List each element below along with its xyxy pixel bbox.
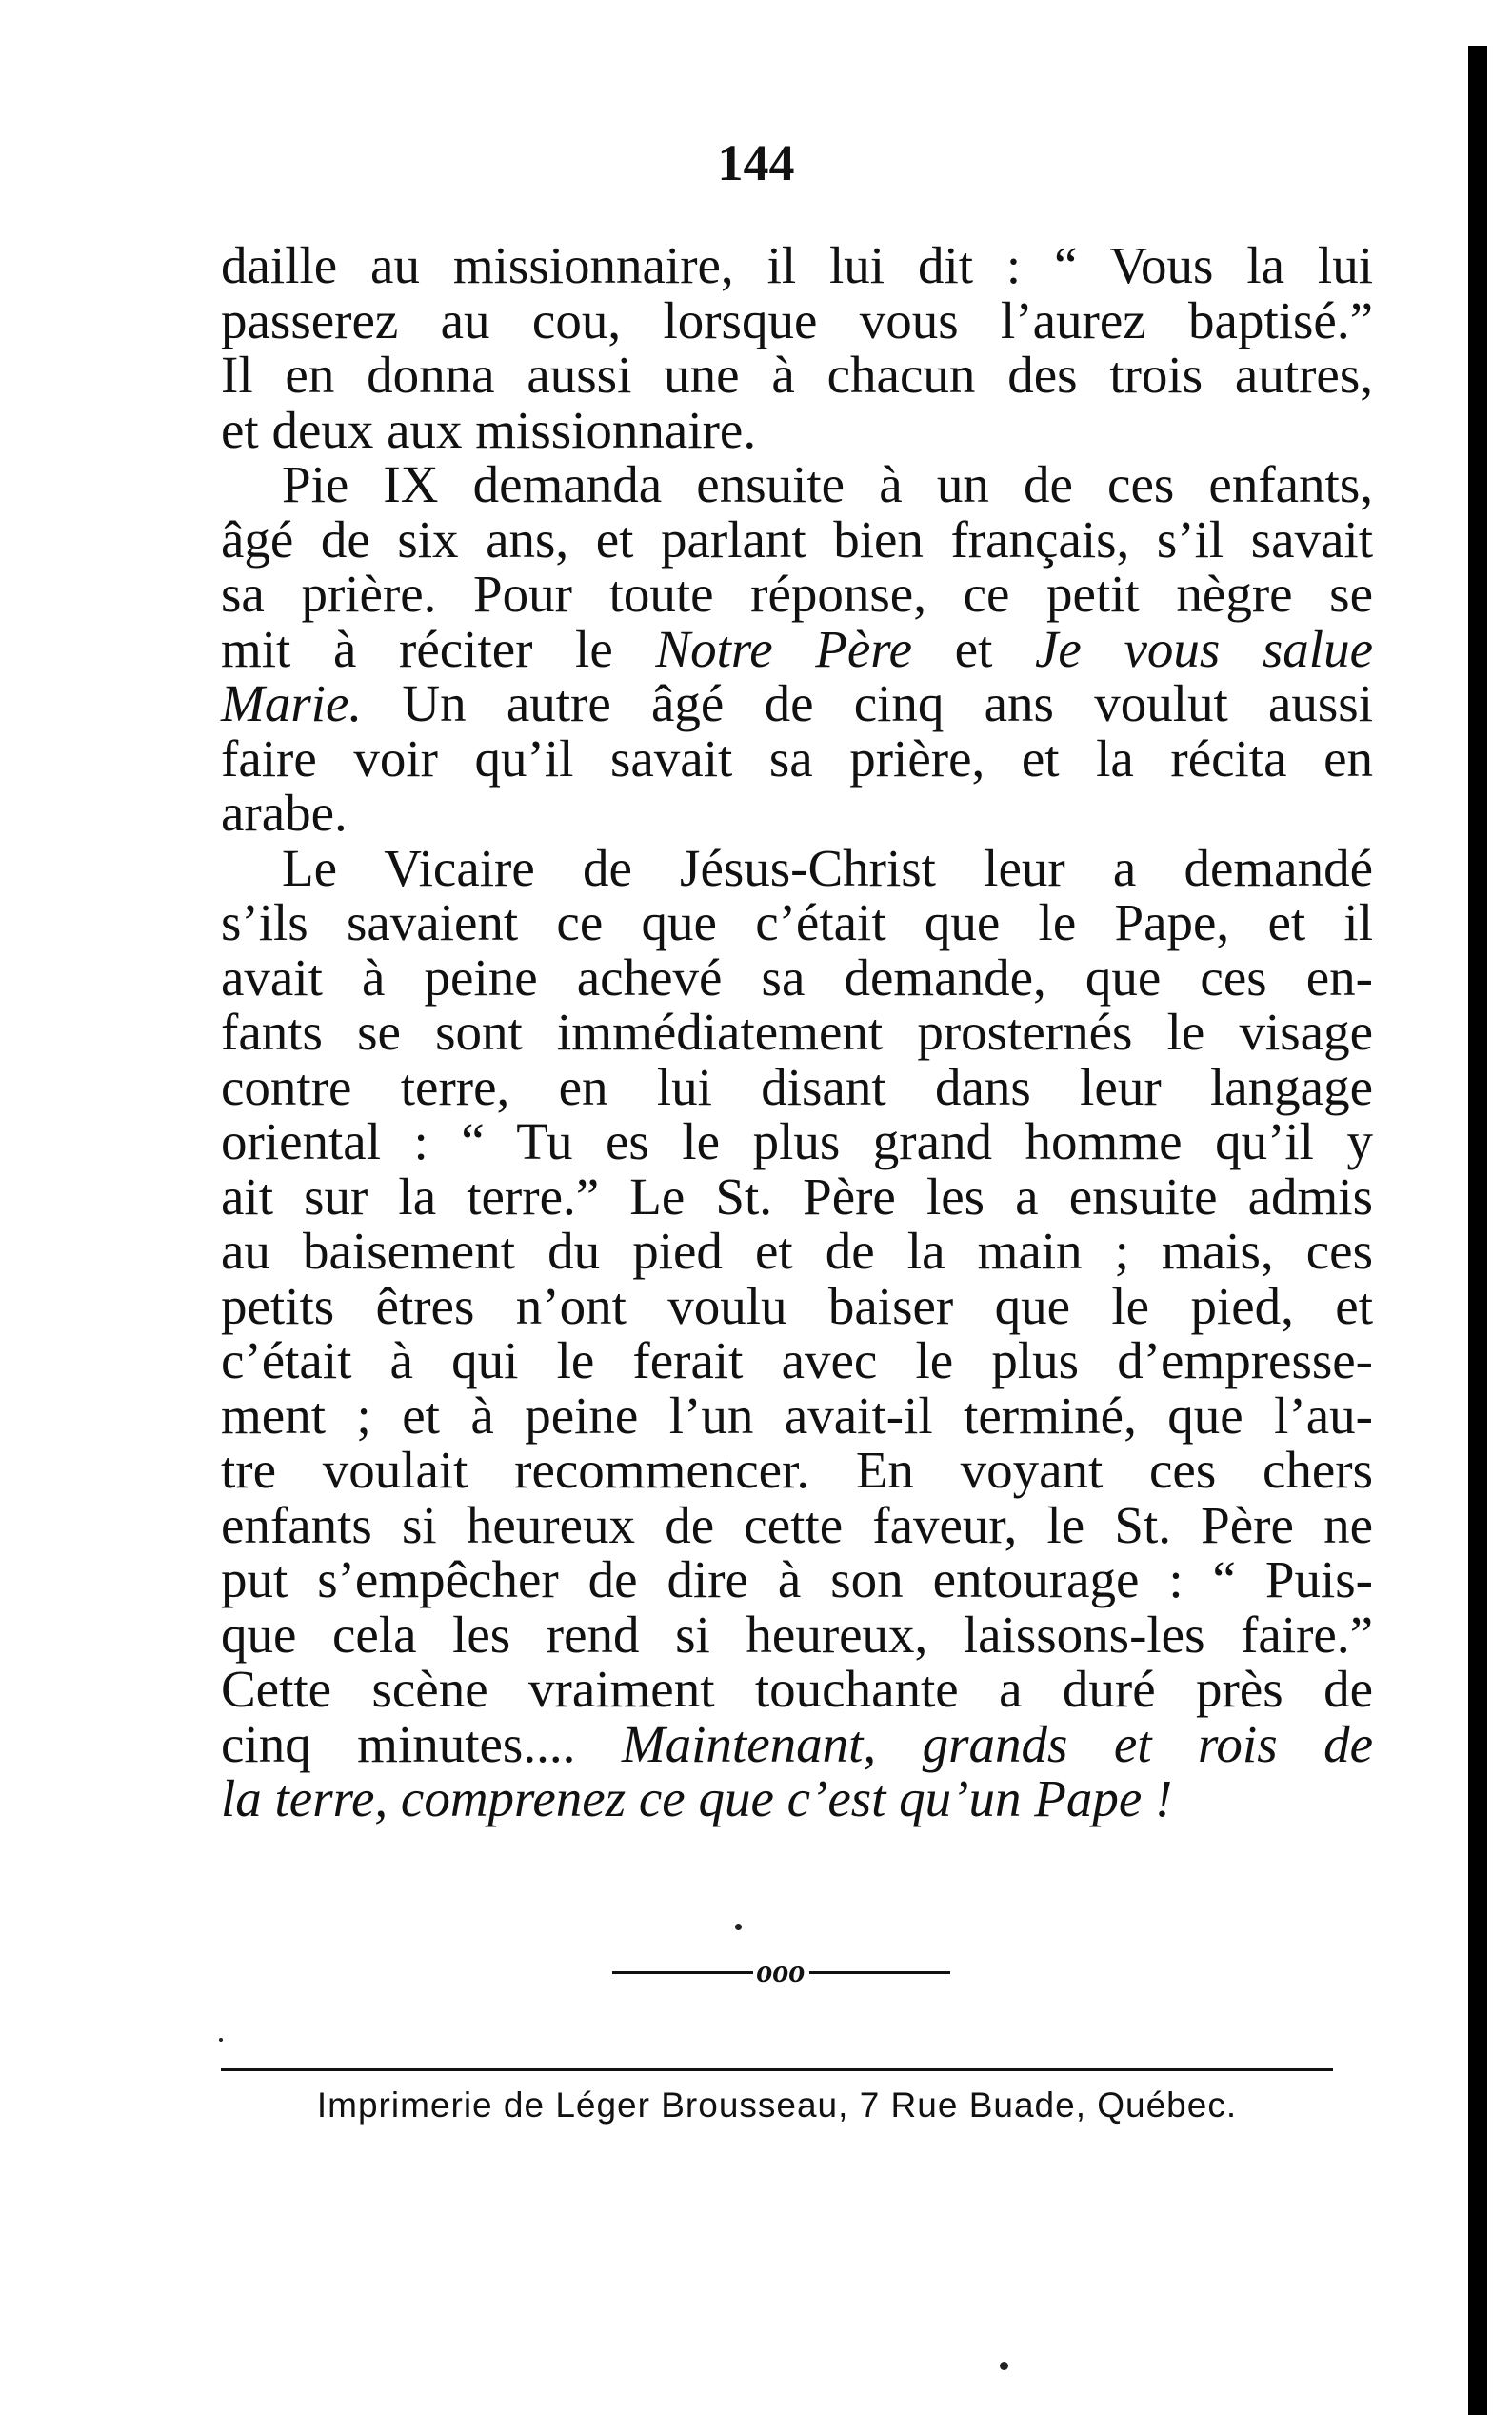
separator-dash: [809, 1971, 950, 1974]
text-line: c’était à qui le ferait avec le plus d’empresse-: [221, 1331, 1373, 1389]
text-line: passerez au cou, lorsque vous l’aurez baptisé.”: [221, 290, 1373, 349]
body-text: [221, 238, 1373, 1826]
text-line: et deux aux missionnaire.: [221, 400, 757, 459]
text-line: Le Vicaire de Jésus-Christ leur a demandé: [282, 838, 1373, 897]
text-line: au baisement du pied et de la main ; mais, ces: [221, 1222, 1373, 1280]
footer-rule: [221, 2068, 1333, 2071]
text-segment: Un autre âgé de cinq ans voulut aussi: [362, 674, 1373, 732]
text-line: que cela les rend si heureux, laissons-les faire.”: [221, 1605, 1373, 1664]
scan-edge-bar: [1468, 46, 1487, 2415]
text-line: arabe.: [221, 784, 348, 842]
text-line: ment ; et à peine l’un avait-il terminé, que l’au-: [221, 1386, 1373, 1445]
text-line: faire voir qu’il savait sa prière, et la récita en: [221, 728, 1373, 788]
italic-exhortation: Maintenant, grands et rois de: [621, 1714, 1373, 1773]
text-segment: et: [912, 619, 1035, 678]
text-line: enfants si heureux de cette faveur, le St. Père ne: [221, 1495, 1373, 1554]
text-segment: cinq minutes....: [221, 1714, 622, 1773]
text-line: fants se sont immédiatement prosternés le visage: [221, 1003, 1373, 1061]
text-line: put s’empêcher de dire à son entourage : “ Puis-: [221, 1550, 1373, 1608]
separator-mark: ooo: [756, 1954, 806, 1989]
text-line-with-italics: [221, 1714, 1373, 1773]
scan-speck: [1000, 2362, 1008, 2370]
text-line: tre voulait recommencer. En voyant ces chers: [221, 1441, 1373, 1499]
text-line: Il en donna aussi une à chacun des trois autres,: [221, 346, 1373, 404]
scan-speck: [219, 2038, 223, 2042]
section-separator: [571, 1954, 990, 1990]
italic-prayer-title: Je vous salue: [1035, 619, 1373, 678]
text-line: petits êtres n’ont voulu baiser que le pied, et: [221, 1276, 1373, 1335]
text-line: Pie IX demanda ensuite à un de ces enfants,: [282, 455, 1373, 513]
text-line: ait sur la terre.” Le St. Père les a ensuite admis: [221, 1167, 1373, 1226]
italic-prayer-title: Marie.: [221, 674, 363, 732]
text-line-with-italics: [221, 676, 1373, 731]
page-number: 144: [717, 134, 795, 191]
printer-imprint: Imprimerie de Léger Brousseau, 7 Rue Buade, Québec.: [316, 2086, 1238, 2125]
italic-exhortation: la terre, comprenez ce que c’est qu’un Pape !: [221, 1769, 1173, 1827]
text-line: Cette scène vraiment touchante a duré près de: [221, 1660, 1373, 1718]
text-line: âgé de six ans, et parlant bien français, s’il savait: [221, 509, 1373, 569]
scan-speck: [735, 1924, 742, 1930]
italic-prayer-title: Notre Père: [655, 619, 913, 678]
text-segment: mit à réciter le: [221, 619, 656, 678]
text-line-with-italics: [221, 619, 1373, 678]
text-line: s’ils savaient ce que c’était que le Pape, et il: [221, 893, 1373, 951]
text-line: sa prière. Pour toute réponse, ce petit nègre se: [221, 565, 1373, 623]
text-line: contre terre, en lui disant dans leur langage: [221, 1057, 1373, 1116]
text-line: oriental : “ Tu es le plus grand homme qu’il y: [221, 1112, 1373, 1170]
text-line: avait à peine achevé sa demande, que ces en-: [221, 948, 1373, 1007]
text-line: daille au missionnaire, il lui dit : “ Vous la lui: [221, 236, 1373, 294]
separator-dash: [612, 1971, 753, 1974]
text-line-italic: [221, 1771, 1373, 1826]
